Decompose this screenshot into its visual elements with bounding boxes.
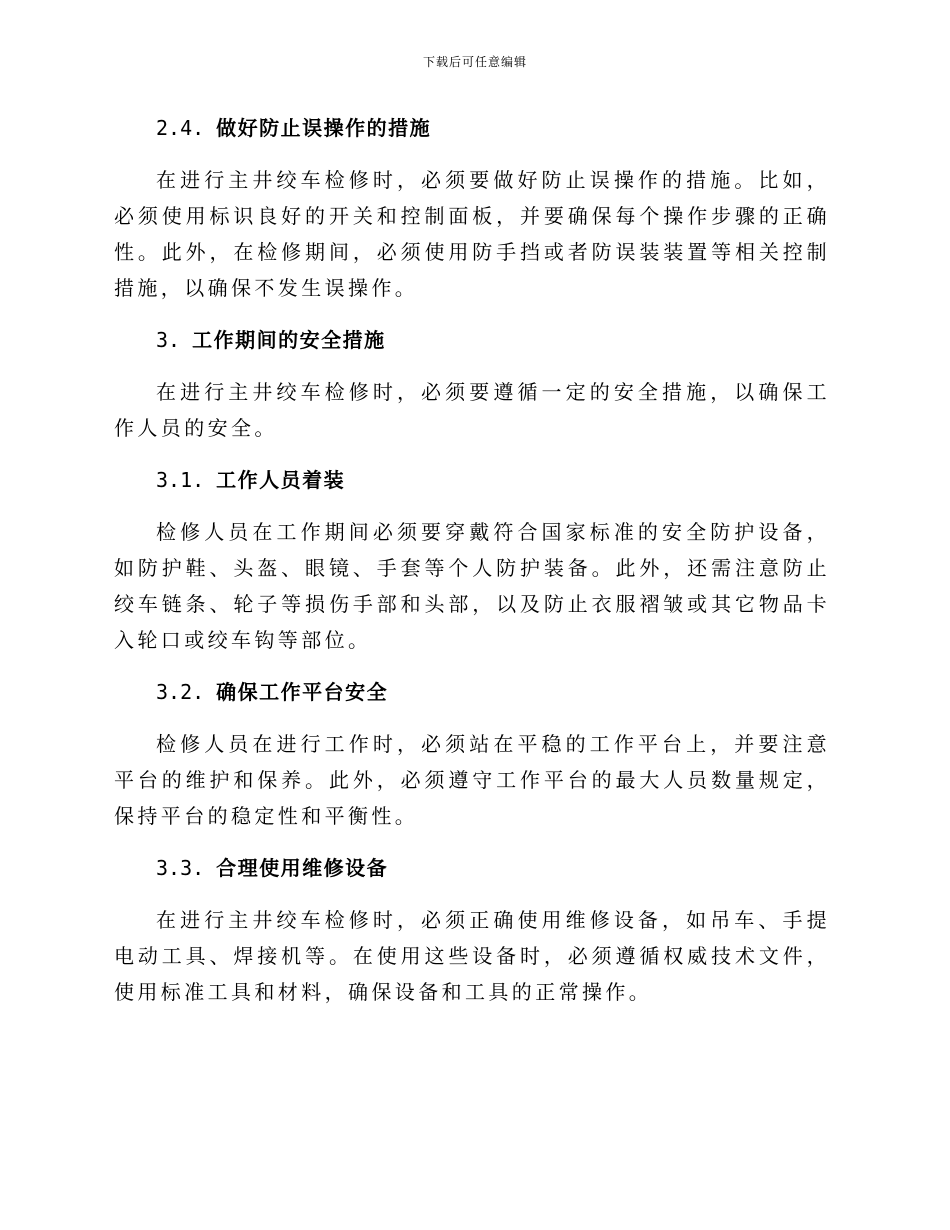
section-3-1 bbox=[114, 462, 830, 674]
section-3-3 bbox=[114, 850, 830, 1010]
section-number: 2.4. bbox=[156, 116, 205, 140]
section-heading bbox=[114, 110, 830, 146]
section-title: 工作期间的安全措施 bbox=[192, 328, 386, 352]
section-heading bbox=[114, 462, 830, 498]
section-number: 3.2. bbox=[156, 680, 205, 704]
page-header-note: 下载后可任意编辑 bbox=[422, 55, 527, 69]
section-paragraph: 检修人员在工作期间必须要穿戴符合国家标准的安全防护设备，如防护鞋、头盔、眼镜、手套等个人防护装备。此外，还需注意防止绞车链条、轮子等损伤手部和头部，以及防止衣服褶皱或其它物品卡入轮口或绞车钩等部位。 bbox=[114, 520, 830, 652]
section-paragraph: 在进行主井绞车检修时，必须要遵循一定的安全措施，以确保工作人员的安全。 bbox=[114, 380, 830, 440]
section-3 bbox=[114, 322, 830, 462]
section-heading bbox=[114, 850, 830, 886]
section-paragraph: 在进行主井绞车检修时，必须正确使用维修设备，如吊车、手提电动工具、焊接机等。在使用这些设备时，必须遵循权威技术文件，使用标准工具和材料，确保设备和工具的正常操作。 bbox=[114, 908, 830, 1004]
section-heading bbox=[114, 674, 830, 710]
section-2-4 bbox=[114, 110, 830, 322]
section-number: 3. bbox=[156, 328, 181, 352]
section-title: 做好防止误操作的措施 bbox=[216, 116, 432, 140]
section-title: 确保工作平台安全 bbox=[216, 680, 389, 704]
section-3-2 bbox=[114, 674, 830, 850]
section-title: 工作人员着装 bbox=[216, 468, 346, 492]
section-paragraph: 在进行主井绞车检修时，必须要做好防止误操作的措施。比如，必须使用标识良好的开关和控制面板，并要确保每个操作步骤的正确性。此外，在检修期间，必须使用防手挡或者防误装装置等相关控制措施，以确保不发生误操作。 bbox=[114, 168, 830, 300]
document-body bbox=[114, 110, 830, 1010]
section-number: 3.1. bbox=[156, 468, 205, 492]
section-number: 3.3. bbox=[156, 856, 205, 880]
section-title: 合理使用维修设备 bbox=[216, 856, 389, 880]
section-heading bbox=[114, 322, 830, 358]
section-paragraph: 检修人员在进行工作时，必须站在平稳的工作平台上，并要注意平台的维护和保养。此外，必须遵守工作平台的最大人员数量规定，保持平台的稳定性和平衡性。 bbox=[114, 732, 830, 828]
